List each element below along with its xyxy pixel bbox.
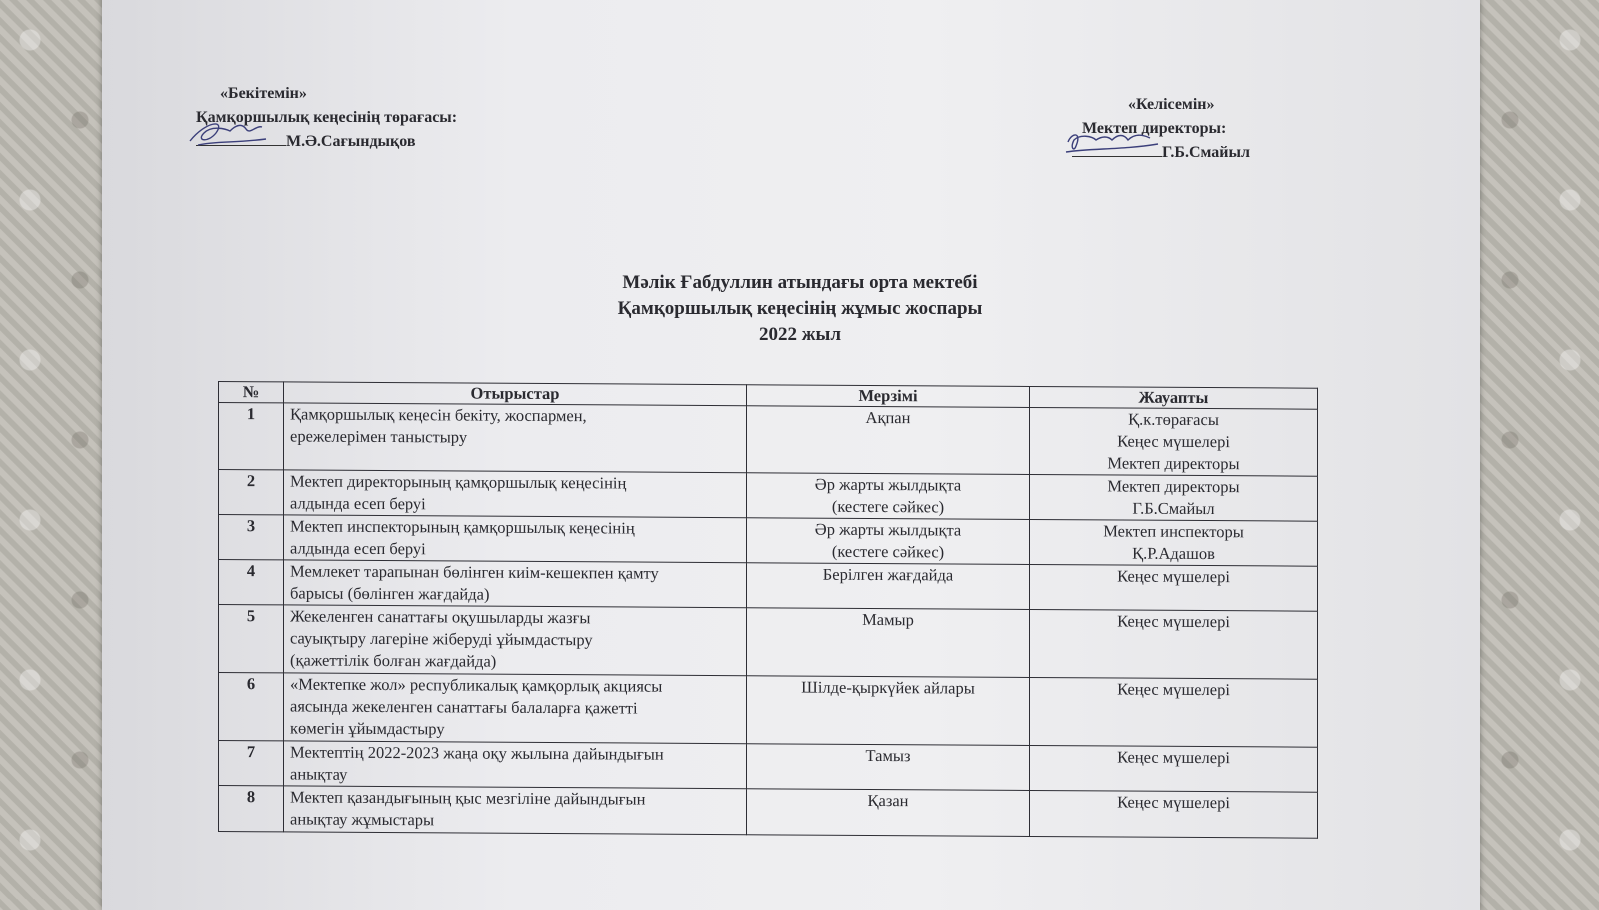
row-topic-line: анықтау — [290, 764, 348, 784]
row-responsible-line: Кеңес мүшелері — [1117, 747, 1230, 768]
row-deadline-line: Шілде-қыркүйек айлары — [801, 677, 975, 698]
row-responsible — [1030, 407, 1318, 476]
row-deadline — [747, 744, 1030, 791]
row-topic-line: Мектеп инспекторының қамқоршылық кеңесінің — [290, 516, 635, 538]
row-number: 7 — [219, 741, 284, 786]
row-deadline-line: Ақпан — [865, 407, 911, 428]
row-topic — [284, 515, 747, 563]
agreement-block — [1082, 93, 1250, 165]
row-number: 1 — [219, 403, 284, 470]
row-responsible — [1030, 519, 1318, 566]
row-topic-line: Жекеленген санаттағы оқушыларды жазғы — [290, 606, 591, 628]
row-topic-line: аясында жекеленген санаттағы балаларға қажетті — [290, 696, 638, 718]
chairman-signature-icon — [186, 111, 276, 151]
row-topic-line: анықтау жұмыстары — [290, 809, 435, 830]
approve-label: «Бекітемін» — [220, 85, 307, 102]
table-row — [219, 673, 1318, 748]
row-topic — [284, 403, 747, 473]
row-deadline-line: Әр жарты жылдықта — [814, 519, 962, 540]
row-responsible — [1030, 677, 1318, 747]
row-number: 5 — [219, 605, 284, 673]
row-topic — [284, 741, 747, 789]
header-responsible: Жауапты — [1030, 386, 1318, 409]
row-responsible-line: Мектеп директоры — [1107, 476, 1240, 497]
row-deadline — [747, 608, 1030, 678]
row-deadline-line: Әр жарты жылдықта — [814, 474, 962, 495]
row-responsible-line: Кеңес мүшелері — [1117, 566, 1230, 587]
table-body — [219, 403, 1318, 839]
table-row — [219, 605, 1318, 680]
header-meetings: Отырыстар — [284, 382, 747, 406]
row-number: 2 — [219, 470, 284, 515]
table-row — [219, 470, 1318, 522]
table-row — [219, 515, 1318, 567]
row-topic-line: барысы (бөлінген жағдайда) — [290, 583, 490, 604]
row-topic-line: Мемлекет тарапынан бөлінген киім-кешекпен қамту — [290, 561, 659, 583]
row-responsible-line: Кеңес мүшелері — [1117, 431, 1230, 452]
row-deadline — [747, 518, 1030, 565]
row-topic-line: Мектептің 2022-2023 жаңа оқу жылына дайындығын — [290, 742, 664, 764]
row-topic — [284, 605, 747, 676]
row-deadline-line: Берілген жағдайда — [822, 564, 954, 585]
row-topic-line: Мектеп қазандығының қыс мезгіліне дайындығын — [290, 787, 646, 809]
chairman-signature-line — [196, 130, 457, 154]
row-topic-line: «Мектепке жол» республикалық қамқорлық акциясы — [290, 674, 663, 696]
row-topic-line: Мектеп директорының қамқоршылық кеңесінің — [290, 471, 627, 493]
document-title — [560, 270, 1040, 348]
row-number: 6 — [219, 673, 284, 741]
work-plan-table — [218, 381, 1318, 839]
director-position: Мектеп директоры: — [1082, 120, 1227, 137]
row-responsible — [1030, 745, 1318, 792]
row-topic-line: алдында есеп беруі — [290, 493, 426, 514]
row-topic-line: ережелерімен таныстыру — [290, 426, 468, 447]
row-topic — [284, 470, 747, 518]
row-responsible — [1030, 790, 1318, 838]
row-responsible-line: Кеңес мүшелері — [1117, 611, 1230, 632]
row-deadline — [747, 473, 1030, 520]
row-deadline — [747, 789, 1030, 837]
header-deadline: Мерзімі — [747, 385, 1030, 408]
row-topic-line: Қамқоршылық кеңесін бекіту, жоспармен, — [290, 404, 587, 426]
row-topic-line: көмегін ұйымдастыру — [290, 718, 445, 739]
header-number: № — [219, 382, 284, 403]
approval-block — [196, 82, 457, 154]
director-signature-line — [1072, 141, 1250, 165]
row-responsible-line: Қ.Р.Адашов — [1132, 543, 1215, 564]
row-deadline-line: Мамыр — [862, 609, 914, 630]
row-topic-line: сауықтыру лагеріне жіберуді ұйымдастыру — [290, 628, 593, 650]
row-number: 8 — [219, 786, 284, 832]
table-row — [219, 741, 1318, 793]
agree-label: «Келісемін» — [1128, 96, 1215, 113]
row-deadline-line: Тамыз — [865, 745, 911, 766]
row-topic — [284, 786, 747, 835]
table-row — [219, 560, 1318, 612]
signature-underline — [196, 131, 286, 146]
row-topic-line: алдында есеп беруі — [290, 538, 426, 559]
row-topic — [284, 673, 747, 744]
school-name: Мәлік Ғабдуллин атындағы орта мектебі — [622, 272, 978, 293]
row-deadline — [747, 563, 1030, 610]
plan-title: Қамқоршылық кеңесінің жұмыс жоспары — [617, 298, 983, 319]
row-deadline-line: Қазан — [867, 790, 909, 811]
row-responsible — [1030, 564, 1318, 611]
row-topic-line: (қажеттілік болған жағдайда) — [290, 650, 497, 671]
row-responsible-line: Кеңес мүшелері — [1117, 792, 1230, 813]
row-number: 4 — [219, 560, 284, 605]
row-number: 3 — [219, 515, 284, 560]
chairman-name: М.Ә.Сағындықов — [286, 133, 416, 150]
row-responsible — [1030, 609, 1318, 679]
director-name: Г.Б.Смайыл — [1162, 144, 1250, 161]
row-topic — [284, 560, 747, 608]
row-responsible-line: Кеңес мүшелері — [1117, 679, 1230, 700]
table-row — [219, 403, 1318, 477]
signature-underline — [1072, 142, 1162, 157]
chairman-position: Қамқоршылық кеңесінің төрағасы: — [196, 109, 458, 126]
row-responsible-line: Г.Б.Смайыл — [1132, 498, 1215, 519]
row-deadline-line: (кестеге сәйкес) — [831, 496, 945, 517]
director-signature-icon — [1062, 122, 1162, 162]
row-responsible-line: Мектеп директоры — [1107, 453, 1240, 474]
plan-year: 2022 жыл — [758, 324, 842, 345]
row-deadline-line: (кестеге сәйкес) — [831, 541, 945, 562]
row-responsible-line: Мектеп инспекторы — [1103, 521, 1244, 542]
row-deadline — [747, 676, 1030, 746]
row-responsible-line: Қ.к.төрағасы — [1128, 409, 1219, 430]
row-deadline — [747, 406, 1030, 475]
row-responsible — [1030, 474, 1318, 521]
table-row — [219, 786, 1318, 839]
